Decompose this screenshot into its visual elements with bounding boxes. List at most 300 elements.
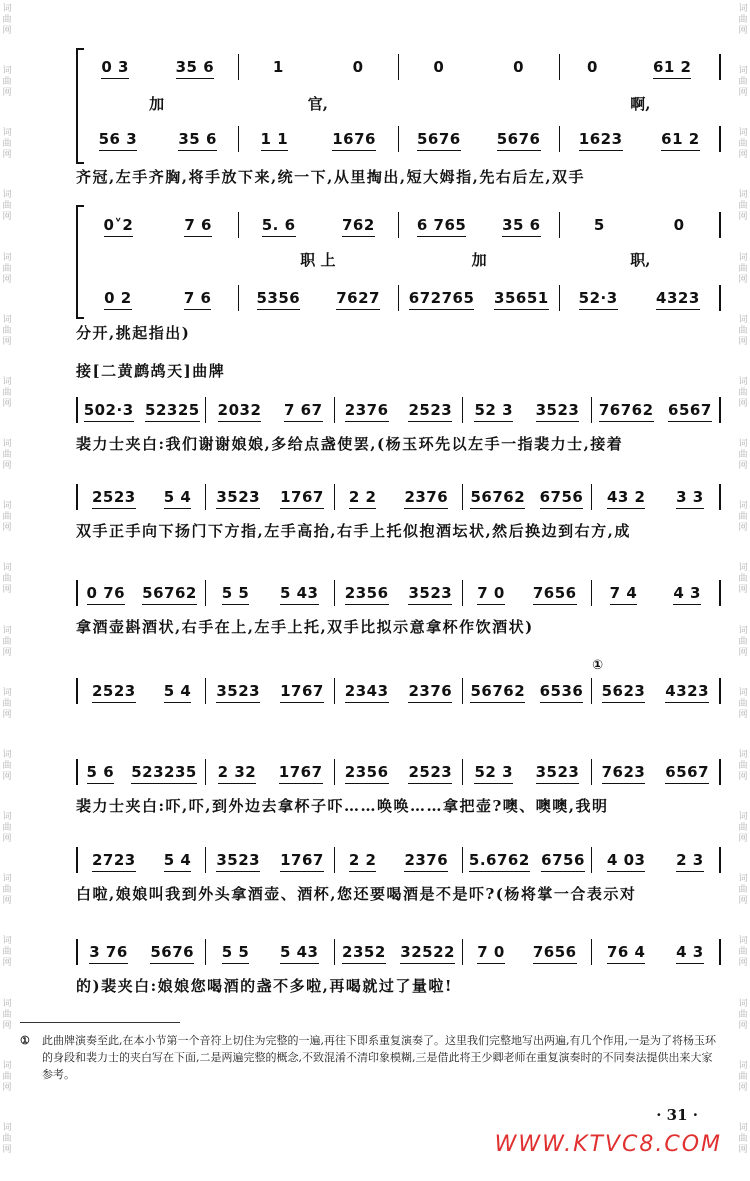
measure bbox=[592, 395, 719, 425]
measure bbox=[78, 283, 238, 313]
watermark-glyph: 词 bbox=[738, 252, 748, 263]
watermark-glyph-group bbox=[2, 684, 11, 746]
watermark-glyph: 曲 bbox=[2, 1133, 12, 1144]
stage-direction: 的)裴夹白:娘娘您喝酒的盏不多啦,再喝就过了量啦! bbox=[76, 977, 453, 995]
note-group: 5623 bbox=[601, 682, 646, 700]
note-group: 3523 bbox=[535, 401, 580, 419]
note-group: 1767 bbox=[278, 763, 323, 781]
measure bbox=[463, 578, 590, 608]
watermark-glyph: 词 bbox=[2, 812, 12, 823]
measure bbox=[399, 210, 559, 240]
watermark-glyph: 词 bbox=[738, 1060, 748, 1071]
note-group: 5676 bbox=[150, 943, 195, 961]
watermark-glyph: 网 bbox=[738, 26, 748, 36]
measure bbox=[206, 757, 333, 787]
watermark-glyph: 词 bbox=[738, 563, 748, 574]
watermark-glyph: 网 bbox=[738, 1082, 748, 1093]
watermark-glyph: 词 bbox=[2, 563, 12, 574]
watermark-glyph: 网 bbox=[738, 647, 748, 658]
watermark-glyph-group bbox=[2, 559, 11, 621]
measure bbox=[399, 124, 559, 154]
watermark-glyph-group bbox=[738, 746, 747, 808]
watermark-glyph: 曲 bbox=[2, 760, 12, 771]
note-group: 7656 bbox=[532, 943, 577, 961]
watermark-glyph-group bbox=[738, 249, 747, 311]
watermark-glyph: 词 bbox=[2, 501, 12, 512]
watermark-glyph-group bbox=[2, 249, 11, 311]
note-group: 3523 bbox=[216, 851, 261, 869]
right-watermark bbox=[736, 0, 750, 1181]
watermark-glyph: 网 bbox=[738, 709, 748, 720]
footnote bbox=[20, 1032, 720, 1083]
measure bbox=[239, 283, 399, 313]
watermark-glyph: 网 bbox=[2, 336, 12, 347]
note-group: 35 6 bbox=[175, 58, 215, 76]
note-group: 3523 bbox=[216, 488, 261, 506]
watermark-glyph-group bbox=[738, 995, 747, 1057]
watermark-glyph: 词 bbox=[738, 66, 748, 77]
measure bbox=[206, 395, 333, 425]
watermark-glyph: 网 bbox=[2, 709, 12, 720]
watermark-glyph-group bbox=[738, 1119, 747, 1181]
note-group: 2 3 bbox=[676, 851, 704, 869]
note-group: 5 5 bbox=[221, 584, 250, 602]
note-group: 5356 bbox=[256, 289, 301, 307]
note-group: 35 6 bbox=[502, 216, 541, 234]
measure bbox=[78, 578, 205, 608]
measure bbox=[239, 210, 399, 240]
watermark-glyph: 词 bbox=[738, 128, 748, 139]
note-group: 52·3 bbox=[578, 289, 618, 307]
watermark-glyph: 曲 bbox=[738, 15, 748, 25]
lyric-row bbox=[76, 246, 721, 272]
watermark-glyph: 网 bbox=[738, 896, 748, 907]
note-group: 6536 bbox=[539, 682, 584, 700]
note-group: 52 3 bbox=[474, 401, 514, 419]
watermark-glyph-group bbox=[738, 1057, 747, 1119]
measure bbox=[399, 283, 559, 313]
note-group: 6756 bbox=[539, 488, 584, 506]
note-group: 7 0 bbox=[477, 943, 505, 961]
watermark-glyph-group bbox=[2, 186, 11, 248]
note-group: 672765 bbox=[408, 289, 475, 307]
barline bbox=[719, 126, 721, 152]
watermark-glyph: 词 bbox=[2, 314, 12, 325]
watermark-glyph: 网 bbox=[738, 1020, 748, 1031]
note-group: 52325 bbox=[145, 401, 200, 419]
measure bbox=[592, 757, 719, 787]
watermark-glyph: 曲 bbox=[2, 636, 12, 647]
note-group: 0˅2 bbox=[103, 216, 134, 234]
watermark-glyph-group bbox=[738, 497, 747, 559]
watermark-glyph: 曲 bbox=[738, 760, 748, 771]
note-group: 1623 bbox=[578, 130, 623, 148]
note-group: 61 2 bbox=[652, 58, 692, 76]
note-group: 76762 bbox=[598, 401, 654, 419]
watermark-glyph: 词 bbox=[738, 439, 748, 450]
watermark-glyph-group bbox=[2, 995, 11, 1057]
note-group: 5676 bbox=[496, 130, 541, 148]
watermark-glyph: 词 bbox=[2, 687, 12, 698]
note-group: 0 76 bbox=[86, 584, 126, 602]
section-heading: 接[二黄鹧鸪天]曲牌 bbox=[76, 362, 226, 380]
stage-direction: 双手正手向下扬门下方指,左手高抬,右手上托似抱酒坛状,然后换边到右方,成 bbox=[76, 522, 631, 540]
watermark-glyph: 曲 bbox=[738, 885, 748, 896]
note-group: 5 4 bbox=[163, 682, 192, 700]
lyric: 职, bbox=[630, 250, 651, 269]
watermark-glyph: 词 bbox=[2, 625, 12, 636]
footnote-rule bbox=[20, 1022, 180, 1023]
watermark-glyph-group bbox=[2, 746, 11, 808]
watermark-glyph: 网 bbox=[2, 150, 12, 161]
barline bbox=[719, 212, 721, 238]
measure bbox=[560, 52, 720, 82]
measure bbox=[560, 124, 720, 154]
measure bbox=[463, 395, 590, 425]
note-group: 2523 bbox=[408, 401, 453, 419]
stage-direction: 裴力士夹白:我们谢谢娘娘,多给点盏使罢,(杨玉环先以左手一指裴力士,接着 bbox=[76, 435, 624, 453]
note-group: 7656 bbox=[532, 584, 577, 602]
watermark-glyph: 曲 bbox=[738, 512, 748, 523]
watermark-glyph: 曲 bbox=[738, 450, 748, 461]
staff-row bbox=[76, 283, 721, 313]
barline bbox=[719, 759, 721, 785]
barline bbox=[719, 397, 721, 423]
note-group: 523235 bbox=[131, 763, 197, 781]
barline bbox=[719, 54, 721, 80]
staff-row bbox=[76, 210, 721, 240]
measure bbox=[239, 52, 399, 82]
note-group: 35 6 bbox=[178, 130, 217, 148]
watermark-glyph: 曲 bbox=[738, 1133, 748, 1144]
note-group: 6756 bbox=[541, 851, 585, 869]
watermark-glyph-group bbox=[738, 870, 747, 932]
watermark-glyph: 词 bbox=[2, 376, 12, 387]
note-group: 2 2 bbox=[348, 851, 377, 869]
measure bbox=[463, 845, 590, 875]
watermark-glyph: 词 bbox=[2, 1122, 12, 1133]
note-group: 5 5 bbox=[221, 943, 250, 961]
note-group: 2 32 bbox=[217, 763, 257, 781]
watermark-glyph: 词 bbox=[2, 874, 12, 885]
note-group: 6 765 bbox=[416, 216, 467, 234]
watermark-glyph: 曲 bbox=[2, 823, 12, 834]
note-group: 2356 bbox=[344, 763, 389, 781]
left-watermark bbox=[0, 0, 14, 1181]
watermark-glyph: 曲 bbox=[738, 201, 748, 212]
note-group: 56 3 bbox=[98, 130, 138, 148]
measure bbox=[78, 845, 205, 875]
staff-row bbox=[76, 52, 721, 82]
staff-row bbox=[76, 578, 721, 608]
watermark-glyph-group bbox=[738, 435, 747, 497]
note-group: 43 2 bbox=[606, 488, 646, 506]
note-group: 2376 bbox=[404, 851, 449, 869]
measure bbox=[335, 937, 462, 967]
barline bbox=[719, 847, 721, 873]
watermark-glyph: 网 bbox=[738, 274, 748, 285]
watermark-glyph: 曲 bbox=[738, 387, 748, 398]
watermark-glyph: 曲 bbox=[2, 698, 12, 709]
note-group: 3 76 bbox=[89, 943, 128, 961]
measure bbox=[463, 676, 590, 706]
note-group: 0 bbox=[513, 58, 525, 76]
watermark-glyph: 网 bbox=[2, 212, 12, 223]
watermark-glyph: 曲 bbox=[738, 698, 748, 709]
watermark-glyph: 曲 bbox=[738, 139, 748, 150]
note-group: 56762 bbox=[470, 488, 526, 506]
watermark-glyph: 曲 bbox=[2, 1071, 12, 1082]
note-group: 3523 bbox=[408, 584, 453, 602]
note-group: 4 3 bbox=[673, 584, 701, 602]
note-group: 1 1 bbox=[260, 130, 289, 148]
measure bbox=[78, 482, 205, 512]
watermark-glyph: 曲 bbox=[2, 263, 12, 274]
watermark-glyph: 词 bbox=[2, 66, 12, 77]
watermark-glyph-group bbox=[2, 0, 11, 62]
watermark-glyph: 网 bbox=[2, 26, 12, 36]
watermark-glyph: 网 bbox=[738, 523, 748, 534]
watermark-glyph: 词 bbox=[738, 936, 748, 947]
note-group: 2523 bbox=[408, 763, 453, 781]
watermark-glyph: 曲 bbox=[2, 15, 12, 25]
measure bbox=[560, 283, 720, 313]
measure bbox=[463, 757, 590, 787]
note-group: 2352 bbox=[342, 943, 386, 961]
watermark-glyph: 词 bbox=[738, 812, 748, 823]
note-group: 7 67 bbox=[283, 401, 323, 419]
watermark-glyph: 网 bbox=[2, 771, 12, 782]
watermark-glyph: 网 bbox=[738, 958, 748, 969]
watermark-glyph: 曲 bbox=[738, 947, 748, 958]
watermark-glyph: 曲 bbox=[738, 823, 748, 834]
note-group: 7 4 bbox=[609, 584, 638, 602]
watermark-glyph: 网 bbox=[2, 274, 12, 285]
watermark-glyph: 词 bbox=[738, 998, 748, 1009]
watermark-glyph: 网 bbox=[738, 88, 748, 99]
watermark-glyph: 曲 bbox=[738, 77, 748, 88]
watermark-glyph-group bbox=[2, 124, 11, 186]
measure bbox=[78, 395, 205, 425]
watermark-glyph: 网 bbox=[2, 1020, 12, 1031]
note-group: 6567 bbox=[665, 763, 710, 781]
watermark-glyph: 网 bbox=[2, 461, 12, 472]
measure bbox=[592, 578, 719, 608]
measure bbox=[78, 937, 205, 967]
note-group: 0 bbox=[433, 58, 445, 76]
watermark-glyph: 曲 bbox=[2, 387, 12, 398]
note-group: 2376 bbox=[408, 682, 453, 700]
measure bbox=[206, 845, 333, 875]
watermark-glyph: 词 bbox=[738, 1122, 748, 1133]
watermark-glyph: 词 bbox=[738, 874, 748, 885]
measure bbox=[78, 52, 238, 82]
measure bbox=[335, 757, 462, 787]
watermark-glyph-group bbox=[738, 932, 747, 994]
staff-row bbox=[76, 757, 721, 787]
watermark-glyph: 曲 bbox=[2, 77, 12, 88]
watermark-glyph-group bbox=[2, 62, 11, 124]
measure bbox=[335, 395, 462, 425]
note-group: 762 bbox=[341, 216, 375, 234]
note-group: 1676 bbox=[332, 130, 376, 148]
watermark-glyph: 词 bbox=[738, 376, 748, 387]
watermark-glyph-group bbox=[738, 373, 747, 435]
lyric: 加 bbox=[471, 250, 487, 269]
note-group: 7623 bbox=[601, 763, 646, 781]
measure bbox=[78, 676, 205, 706]
measure bbox=[206, 937, 333, 967]
watermark-glyph-group bbox=[2, 870, 11, 932]
barline bbox=[719, 484, 721, 510]
note-group: 5 4 bbox=[163, 851, 192, 869]
note-group: 52 3 bbox=[474, 763, 514, 781]
watermark-glyph: 词 bbox=[2, 1060, 12, 1071]
measure bbox=[592, 676, 719, 706]
footnote-reference-mark: ① bbox=[592, 658, 604, 673]
staff-row bbox=[76, 845, 721, 875]
barline bbox=[719, 580, 721, 606]
note-group: 5 6 bbox=[86, 763, 115, 781]
note-group: 2356 bbox=[344, 584, 389, 602]
measure bbox=[78, 210, 238, 240]
watermark-glyph-group bbox=[738, 559, 747, 621]
measure bbox=[335, 482, 462, 512]
note-group: 76 4 bbox=[606, 943, 646, 961]
watermark-glyph: 网 bbox=[2, 834, 12, 845]
note-group: 2 2 bbox=[348, 488, 377, 506]
note-group: 32522 bbox=[400, 943, 455, 961]
note-group: 7 6 bbox=[184, 216, 212, 234]
note-group: 5.6762 bbox=[468, 851, 530, 869]
measure bbox=[463, 482, 590, 512]
watermark-glyph: 词 bbox=[2, 439, 12, 450]
note-group: 1767 bbox=[280, 682, 324, 700]
watermark-glyph: 网 bbox=[2, 88, 12, 99]
stage-direction: 分开,挑起指出) bbox=[76, 324, 191, 342]
watermark-glyph: 曲 bbox=[2, 947, 12, 958]
measure bbox=[592, 937, 719, 967]
watermark-glyph: 曲 bbox=[2, 450, 12, 461]
note-group: 7 6 bbox=[183, 289, 212, 307]
note-group: 2723 bbox=[92, 851, 136, 869]
note-group: 5676 bbox=[417, 130, 461, 148]
barline bbox=[719, 939, 721, 965]
note-group: 7627 bbox=[336, 289, 380, 307]
note-group: 2032 bbox=[217, 401, 262, 419]
staff-row bbox=[76, 124, 721, 154]
staff-row bbox=[76, 676, 721, 706]
watermark-glyph: 网 bbox=[738, 212, 748, 223]
watermark-glyph: 网 bbox=[738, 1144, 748, 1155]
watermark-glyph-group bbox=[738, 684, 747, 746]
watermark-glyph-group bbox=[2, 808, 11, 870]
watermark-glyph: 词 bbox=[2, 4, 12, 14]
note-group: 5 43 bbox=[279, 943, 319, 961]
watermark-glyph: 网 bbox=[2, 896, 12, 907]
site-watermark: WWW.KTVC8.COM bbox=[494, 1132, 722, 1157]
watermark-glyph: 词 bbox=[2, 749, 12, 760]
measure bbox=[592, 482, 719, 512]
measure bbox=[206, 676, 333, 706]
note-group: 1 bbox=[272, 58, 284, 76]
watermark-glyph: 网 bbox=[738, 834, 748, 845]
watermark-glyph-group bbox=[738, 186, 747, 248]
measure bbox=[335, 845, 462, 875]
watermark-glyph: 词 bbox=[2, 190, 12, 201]
measure bbox=[78, 757, 205, 787]
watermark-glyph: 网 bbox=[2, 1082, 12, 1093]
watermark-glyph: 网 bbox=[738, 150, 748, 161]
watermark-glyph: 曲 bbox=[738, 636, 748, 647]
note-group: 0 bbox=[352, 58, 364, 76]
watermark-glyph: 词 bbox=[2, 998, 12, 1009]
watermark-glyph-group bbox=[738, 622, 747, 684]
barline bbox=[719, 285, 721, 311]
note-group: 2376 bbox=[404, 488, 449, 506]
staff-row bbox=[76, 395, 721, 425]
note-group: 5 4 bbox=[163, 488, 192, 506]
watermark-glyph: 网 bbox=[738, 336, 748, 347]
watermark-glyph: 词 bbox=[738, 687, 748, 698]
watermark-glyph: 曲 bbox=[2, 885, 12, 896]
watermark-glyph: 曲 bbox=[2, 574, 12, 585]
watermark-glyph-group bbox=[738, 0, 747, 62]
watermark-glyph: 网 bbox=[2, 647, 12, 658]
measure bbox=[206, 482, 333, 512]
note-group: 2523 bbox=[92, 682, 136, 700]
watermark-glyph-group bbox=[2, 373, 11, 435]
note-group: 1767 bbox=[280, 488, 324, 506]
watermark-glyph-group bbox=[2, 932, 11, 994]
lyric: 啊, bbox=[630, 94, 651, 113]
watermark-glyph: 网 bbox=[738, 771, 748, 782]
measure bbox=[239, 124, 399, 154]
measure bbox=[560, 210, 720, 240]
watermark-glyph: 词 bbox=[2, 128, 12, 139]
note-group: 5 43 bbox=[279, 584, 319, 602]
note-group: 2343 bbox=[344, 682, 389, 700]
note-group: 4 3 bbox=[676, 943, 704, 961]
watermark-glyph: 词 bbox=[738, 4, 748, 14]
watermark-glyph-group bbox=[738, 311, 747, 373]
watermark-glyph-group bbox=[2, 622, 11, 684]
note-group: 35651 bbox=[494, 289, 549, 307]
stage-direction: 裴力士夹白:吓,吓,到外边去拿杯子吓……唤唤……拿把壶?噢、噢噢,我明 bbox=[76, 797, 609, 815]
watermark-glyph: 曲 bbox=[2, 139, 12, 150]
measure bbox=[463, 937, 590, 967]
watermark-glyph: 网 bbox=[2, 523, 12, 534]
stage-direction: 齐冠,左手齐胸,将手放下来,统一下,从里掏出,短大姆指,先右后左,双手 bbox=[76, 168, 586, 186]
note-group: 0 3 bbox=[101, 58, 129, 76]
watermark-glyph-group bbox=[738, 124, 747, 186]
note-group: 5 bbox=[593, 216, 605, 234]
watermark-glyph: 网 bbox=[2, 1144, 12, 1155]
watermark-glyph: 曲 bbox=[2, 325, 12, 336]
watermark-glyph: 词 bbox=[738, 501, 748, 512]
barline bbox=[719, 678, 721, 704]
watermark-glyph-group bbox=[2, 311, 11, 373]
note-group: 2376 bbox=[344, 401, 389, 419]
footnote-text: 此曲牌演奏至此,在本小节第一个音符上切住为完整的一遍,再往下即系重复演奏了。这里我们完整地写出两遍,有几个作用,一是为了将杨玉环的身段和裴力士的夹白写在下面,二是两遍完整的概念,不致混淆不清印象模糊,三是借此将王少卿老师在重复演奏时的不同奏法提供出来大家参考。 bbox=[42, 1034, 716, 1081]
watermark-glyph: 曲 bbox=[738, 1009, 748, 1020]
lyric: 职 上 bbox=[300, 250, 336, 269]
note-group: 4323 bbox=[656, 289, 700, 307]
watermark-glyph: 网 bbox=[2, 958, 12, 969]
page-number: · 31 · bbox=[656, 1106, 698, 1124]
staff-row bbox=[76, 482, 721, 512]
watermark-glyph: 词 bbox=[738, 749, 748, 760]
